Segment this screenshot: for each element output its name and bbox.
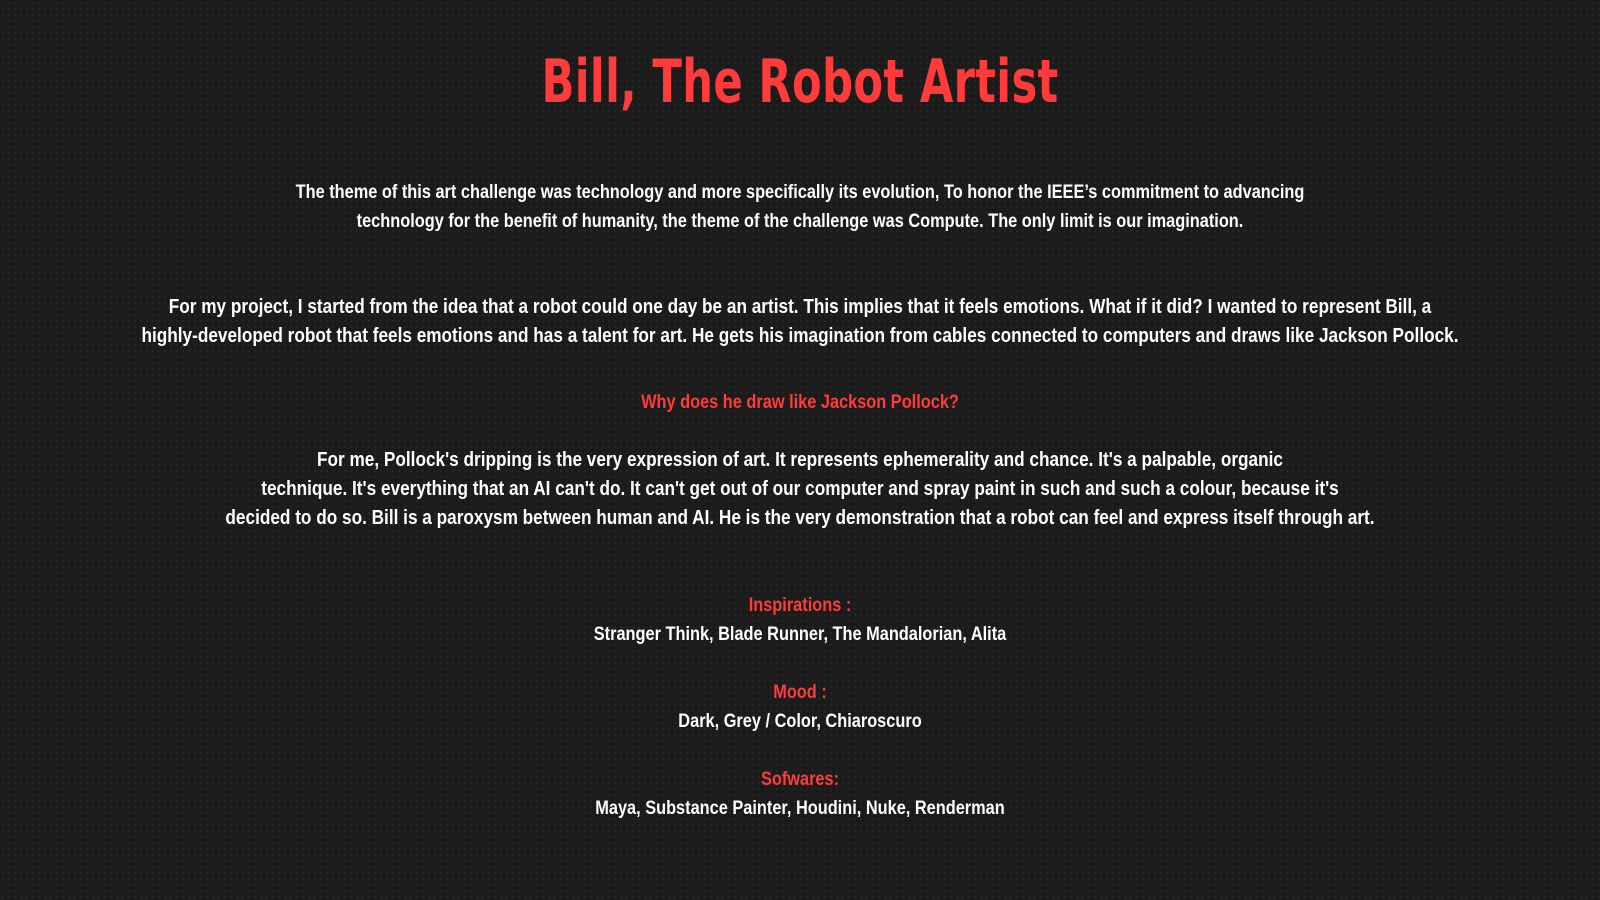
- mood-section: [0, 678, 1600, 736]
- pollock-paragraph-line-3: decided to do so. Bill is a paroxysm between human and AI. He is the very demonstration that a robot can feel and express itself through art.: [225, 507, 1375, 529]
- mood-label: Mood :: [773, 682, 827, 703]
- inspirations-label: Inspirations :: [748, 595, 852, 616]
- pollock-paragraph-line-2: technique. It's everything that an AI can't do. It can't get out of our computer and spray paint in such and such a colour, because it's: [261, 478, 1339, 500]
- pollock-paragraph-line-1: For me, Pollock's dripping is the very expression of art. It represents ephemerality and chance. It's a palpable, organic: [317, 449, 1283, 471]
- project-paragraph: [0, 293, 1600, 351]
- inspirations-section: [0, 591, 1600, 649]
- theme-paragraph-line-1: The theme of this art challenge was technology and more specifically its evolution, To honor the IEEE’s commitment to advancing: [295, 182, 1305, 203]
- softwares-value: Maya, Substance Painter, Houdini, Nuke, Renderman: [595, 798, 1005, 819]
- project-paragraph-line-1: For my project, I started from the idea that a robot could one day be an artist. This implies that it feels emotions. What if it did? I wanted to represent Bill, a: [168, 296, 1432, 318]
- theme-paragraph: [0, 178, 1600, 236]
- project-paragraph-line-2: highly-developed robot that feels emotions and has a talent for art. He gets his imagination from cables connected to computers and draws like Jackson Pollock.: [141, 325, 1459, 347]
- theme-paragraph-line-2: technology for the benefit of humanity, the theme of the challenge was Compute. The only limit is our imagination.: [356, 211, 1244, 232]
- softwares-label: Sofwares:: [760, 769, 840, 790]
- softwares-section: [0, 765, 1600, 823]
- pollock-heading-block: [0, 388, 1600, 417]
- pollock-paragraph: [0, 446, 1600, 533]
- pollock-heading: Why does he draw like Jackson Pollock?: [641, 392, 959, 413]
- inspirations-value: Stranger Think, Blade Runner, The Mandalorian, Alita: [593, 624, 1007, 645]
- mood-value: Dark, Grey / Color, Chiaroscuro: [678, 711, 922, 732]
- page-title: Bill, The Robot Artist: [541, 47, 1059, 117]
